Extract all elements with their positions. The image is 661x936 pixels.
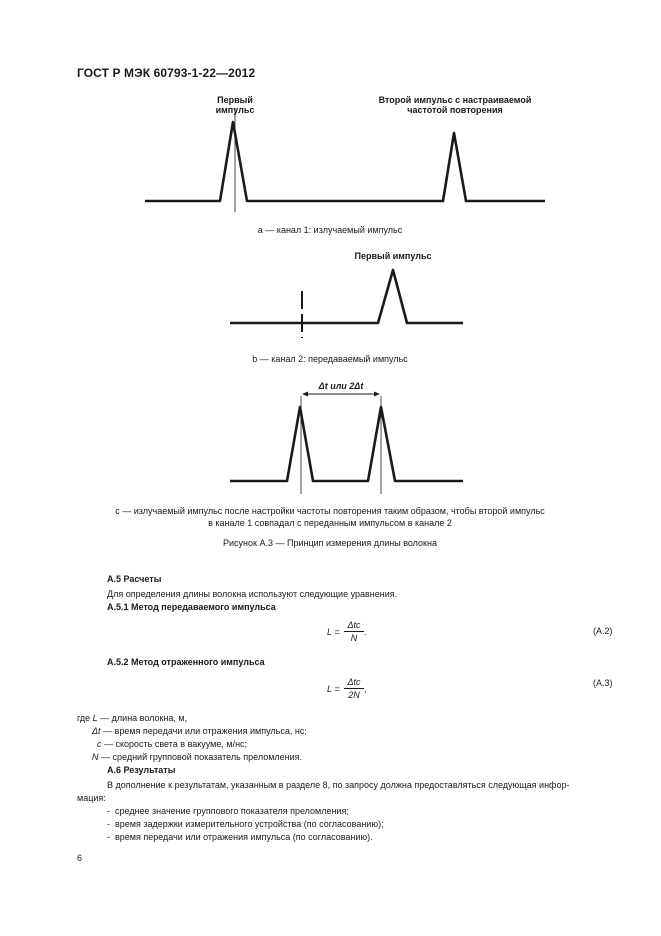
section-a51-heading: А.5.1 Метод передаваемого импульса (107, 602, 276, 612)
section-a5-heading: А.5 Расчеты (107, 574, 162, 584)
caption-panel-a: a — канал 1: излучаемый импульс (257, 225, 403, 235)
label-second-pulse: Второй импульс с настраиваемой частотой повторения (378, 95, 532, 115)
section-a6-heading: А.6 Результаты (107, 765, 176, 775)
caption-panel-c-line2: в канале 1 совпадал с переданным импульсом в канале 2 (208, 518, 452, 528)
caption-panel-c-line1: c — излучаемый импульс после настройки частоты повторения таким образом, чтобы второй импульс (115, 506, 545, 516)
equation-a2-lhs: L = (327, 627, 340, 637)
section-a6-para-line1: В дополнение к результатам, указанным в разделе 8, по запросу должна предоставляться следующая инфор- (107, 780, 570, 790)
pulse-trace-b (230, 270, 463, 323)
page-number: 6 (77, 853, 83, 863)
section-a5-intro: Для определения длины волокна используют следующие уравнения. (107, 589, 398, 599)
arrowhead-left (302, 392, 308, 397)
list-item: - время передачи или отражения импульса (по согласованию). (107, 832, 373, 842)
arrowhead-right (374, 392, 380, 397)
equation-a3-number: (А.3) (593, 678, 613, 688)
equation-a2-tail: . (364, 627, 367, 637)
list-item: - среднее значение группового показателя преломления; (107, 806, 349, 816)
figure-title: Рисунок А.3 — Принцип измерения длины волокна (223, 538, 437, 548)
equation-a3-lhs: L = (327, 684, 340, 694)
legend-item-dt: Δt — время передачи или отражения импульса, нс; (92, 726, 307, 736)
section-a6-para-line2: мация: (77, 793, 106, 803)
label-first-pulse-a: Первый импульс (215, 95, 255, 115)
legend-item-c: c — скорость света в вакууме, м/нс; (97, 739, 248, 749)
label-first-pulse-b: Первый импульс (354, 251, 432, 261)
list-item: - время задержки измерительного устройства (по согласованию); (107, 819, 384, 829)
equation-a2-number: (А.2) (593, 626, 613, 636)
equation-a3-fraction: Δtc 2N (344, 677, 364, 700)
legend-item-N: N — средний групповой показатель преломления. (92, 752, 303, 762)
pulse-trace-a (145, 122, 545, 201)
equation-a2-fraction: Δtc N (344, 620, 364, 643)
interval-label: Δt или 2Δt (318, 381, 364, 391)
pulse-trace-c (230, 407, 463, 481)
section-a52-heading: А.5.2 Метод отраженного импульса (107, 657, 265, 667)
equation-a3-tail: , (364, 684, 367, 694)
legend-item-L: где L — длина волокна, м, (77, 713, 188, 723)
caption-panel-b: b — канал 2: передаваемый импульс (252, 354, 408, 364)
document-header: ГОСТ Р МЭК 60793-1-22—2012 (77, 66, 256, 80)
